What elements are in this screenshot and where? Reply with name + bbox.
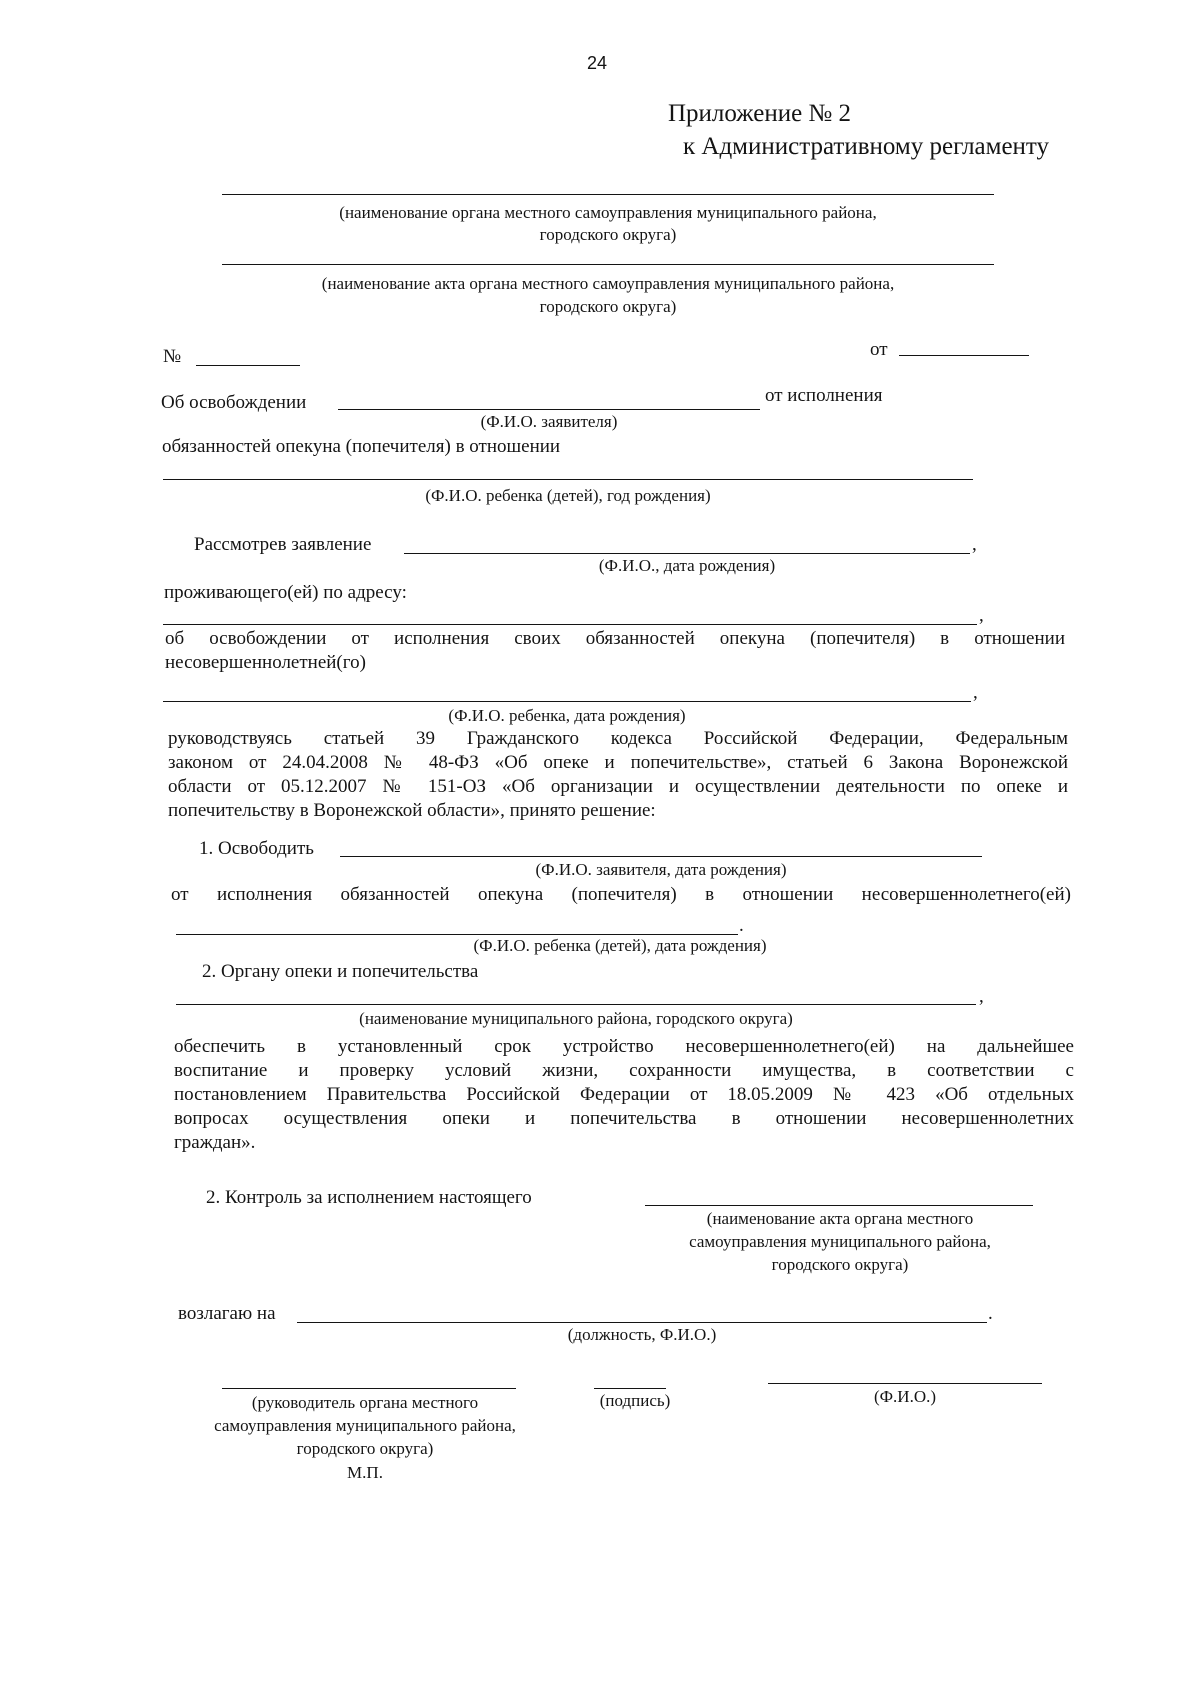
release-request-line-1: об освобождении от исполнения своих обязанностей опекуна (попечителя) в отношении [165,628,1065,649]
legal-basis-line-1: руководствуясь статьей 39 Гражданского кодекса Российской Федерации, Федеральным [168,728,1068,749]
considered-comma: , [972,534,977,555]
appendix-title: Приложение № 2 [668,100,852,127]
head-caption-1: (руководитель органа местного [251,1393,479,1412]
minor-name-blank [163,701,971,702]
org-name-blank [222,194,994,195]
signature-blank [594,1388,666,1389]
control-caption-1: (наименование акта органа местного [706,1209,974,1228]
item1-period: . [739,915,744,936]
address-blank [163,624,977,625]
head-caption-3: городского округа) [296,1439,434,1458]
document-date-label: от [870,339,888,360]
item1-text-paragraph [171,883,1071,907]
item1-child-caption: (Ф.И.О. ребенка (детей), дата рождения) [473,936,767,955]
legal-basis-line-4: попечительству в Воронежской области», принято решение: [168,800,656,821]
considered-label: Рассмотрев заявление [194,534,372,555]
assign-period: . [988,1303,993,1324]
item2-text-line-5: граждан». [174,1132,256,1153]
control-caption-2: самоуправления муниципального района, [689,1232,991,1251]
control-caption-3: городского округа) [771,1255,909,1274]
child-caption: (Ф.И.О. ребенка (детей), год рождения) [425,486,711,505]
document-date-blank [899,355,1029,356]
legal-basis-paragraph [168,727,1068,823]
item2-text-line-4: вопросах осуществления опеки и попечительства в отношении несовершеннолетних [174,1108,1074,1129]
document-number-label: № [163,346,182,367]
item1-caption: (Ф.И.О. заявителя, дата рождения) [535,860,787,879]
item2-caption: (наименование муниципального района, городского округа) [359,1009,793,1028]
act-name-caption-2: городского округа) [539,297,677,316]
child-dob-caption: (Ф.И.О. ребенка, дата рождения) [448,706,686,725]
org-name-caption-1: (наименование органа местного самоуправления муниципального района, [339,203,877,222]
head-signature-blank [222,1388,516,1389]
considered-blank [404,553,970,554]
head-caption-2: самоуправления муниципального района, [214,1416,516,1435]
item2-district-blank [176,1004,976,1005]
item2-text-line-3: постановлением Правительства Российской Федерации от 18.05.2009 № 423 «Об отдельных [174,1084,1074,1105]
signature-caption: (подпись) [599,1391,671,1410]
release-request-paragraph [165,627,1065,675]
duties-line: обязанностей опекуна (попечителя) в отношении [162,436,561,457]
name-blank [768,1383,1042,1384]
org-name-caption-2: городского округа) [539,225,677,244]
appendix-subtitle: к Административному регламенту [683,133,1050,160]
legal-basis-line-3: области от 05.12.2007 № 151-ОЗ «Об организации и осуществлении деятельности по опеке и [168,776,1068,797]
name-caption: (Ф.И.О.) [873,1387,937,1406]
act-name-caption-1: (наименование акта органа местного самоуправления муниципального района, [321,274,895,293]
release-prefix: Об освобождении [161,392,307,413]
item2-text-line-2: воспитание и проверку условий жизни, сохранности имущества, в соответствии с [174,1060,1074,1081]
release-suffix: от исполнения [765,385,883,406]
document-number-blank [196,365,300,366]
address-comma: , [979,605,984,626]
legal-basis-line-2: законом от 24.04.2008 № 48-ФЗ «Об опеке и попечительстве», статьей 6 Закона Воронежской [168,752,1068,773]
assign-blank [297,1322,987,1323]
item2-text-line-1: обеспечить в установленный срок устройство несовершеннолетнего(ей) на дальнейшее [174,1036,1074,1057]
item2-comma: , [979,986,984,1007]
item1-text: от исполнения обязанностей опекуна (попечителя) в отношении несовершеннолетнего(ей) [171,884,1071,905]
item1-applicant-blank [340,856,982,857]
assign-label: возлагаю на [178,1303,276,1324]
applicant-name-blank [338,409,760,410]
assign-caption: (должность, Ф.И.О.) [567,1325,717,1344]
item2-text-paragraph [174,1035,1074,1155]
minor-comma: , [973,682,978,703]
fio-dob-caption: (Ф.И.О., дата рождения) [598,556,776,575]
release-request-line-2: несовершеннолетней(го) [165,652,366,673]
item1-label: 1. Освободить [199,838,314,859]
item2-label: 2. Органу опеки и попечительства [202,961,479,982]
act-name-blank [222,264,994,265]
stamp-label: М.П. [347,1463,383,1482]
page-number: 24 [587,53,608,73]
applicant-caption: (Ф.И.О. заявителя) [480,412,618,431]
child-name-blank [163,479,973,480]
control-act-blank [645,1205,1033,1206]
control-label: 2. Контроль за исполнением настоящего [206,1187,532,1208]
residing-label: проживающего(ей) по адресу: [164,582,407,603]
